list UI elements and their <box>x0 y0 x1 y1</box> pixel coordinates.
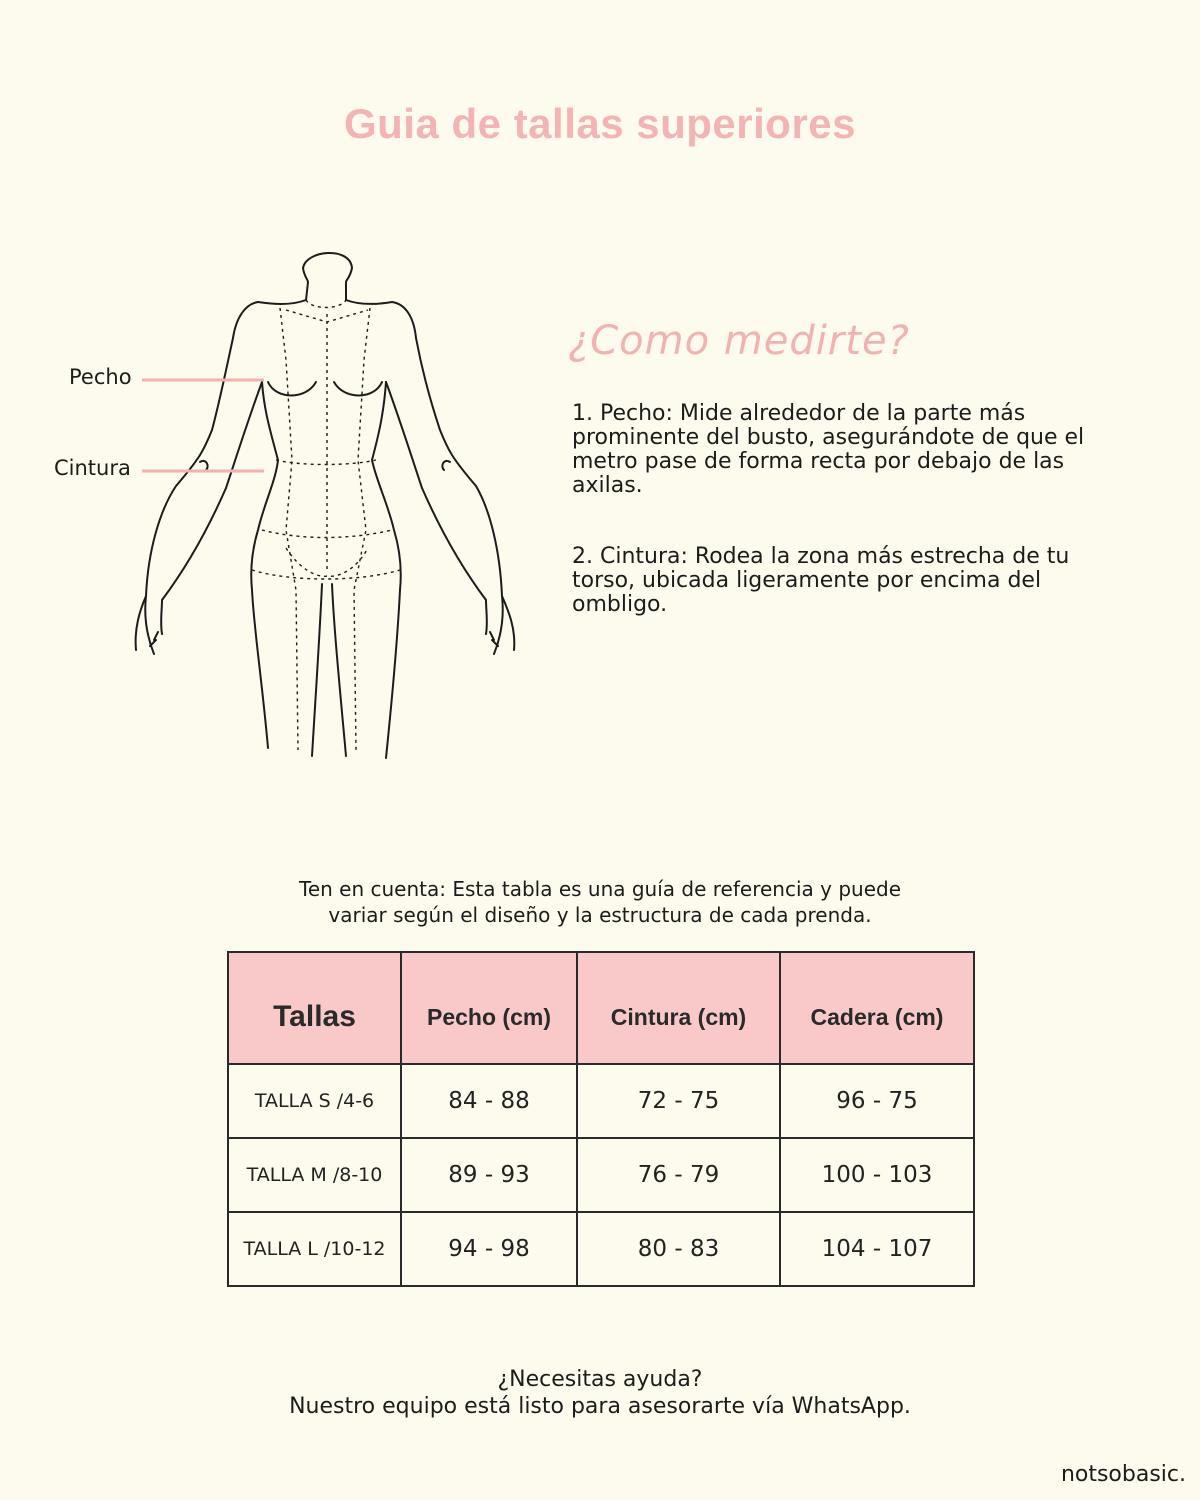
reference-note-line-2: variar según el diseño y la estructura de cada prenda. <box>328 903 872 927</box>
brand-logo-text: notsobasic. <box>1060 1462 1186 1487</box>
help-question: ¿Necesitas ayuda? <box>497 1367 703 1392</box>
how-to-title: ¿Como medirte? <box>568 318 910 364</box>
chest-cell: 84 - 88 <box>401 1064 577 1138</box>
waist-cell: 80 - 83 <box>577 1212 780 1286</box>
reference-note <box>0 876 1200 928</box>
header-waist: Cintura (cm) <box>577 952 780 1064</box>
table-row <box>228 1064 974 1138</box>
waist-cell: 72 - 75 <box>577 1064 780 1138</box>
table-row <box>228 1138 974 1212</box>
hip-cell: 96 - 75 <box>780 1064 974 1138</box>
page-title: Guia de tallas superiores <box>343 100 857 147</box>
reference-note-line-1: Ten en cuenta: Esta tabla es una guía de referencia y puede <box>299 877 901 901</box>
help-footer <box>0 1366 1200 1420</box>
size-cell: TALLA S /4-6 <box>228 1064 401 1138</box>
header-chest: Pecho (cm) <box>401 952 577 1064</box>
hip-cell: 100 - 103 <box>780 1138 974 1212</box>
chest-cell: 94 - 98 <box>401 1212 577 1286</box>
size-cell: TALLA M /8-10 <box>228 1138 401 1212</box>
hip-cell: 104 - 107 <box>780 1212 974 1286</box>
body-outline-illustration <box>50 230 550 770</box>
body-figure <box>50 230 550 770</box>
table-header-row <box>228 952 974 1064</box>
header-sizes: Tallas <box>228 952 401 1064</box>
chest-label: Pecho <box>69 365 132 389</box>
size-table <box>227 951 975 1287</box>
waist-label: Cintura <box>54 456 131 480</box>
help-whatsapp-text: Nuestro equipo está listo para asesorarte vía WhatsApp. <box>289 1394 911 1419</box>
table-row <box>228 1212 974 1286</box>
waist-cell: 76 - 79 <box>577 1138 780 1212</box>
header-hip: Cadera (cm) <box>780 952 974 1064</box>
step-chest: 1. Pecho: Mide alrededor de la parte más prominente del busto, asegurándote de que el metro pase de forma recta por debajo de las axilas. <box>572 401 1085 498</box>
chest-cell: 89 - 93 <box>401 1138 577 1212</box>
size-cell: TALLA L /10-12 <box>228 1212 401 1286</box>
step-waist: 2. Cintura: Rodea la zona más estrecha de tu torso, ubicada ligeramente por encima del ombligo. <box>572 544 1070 617</box>
